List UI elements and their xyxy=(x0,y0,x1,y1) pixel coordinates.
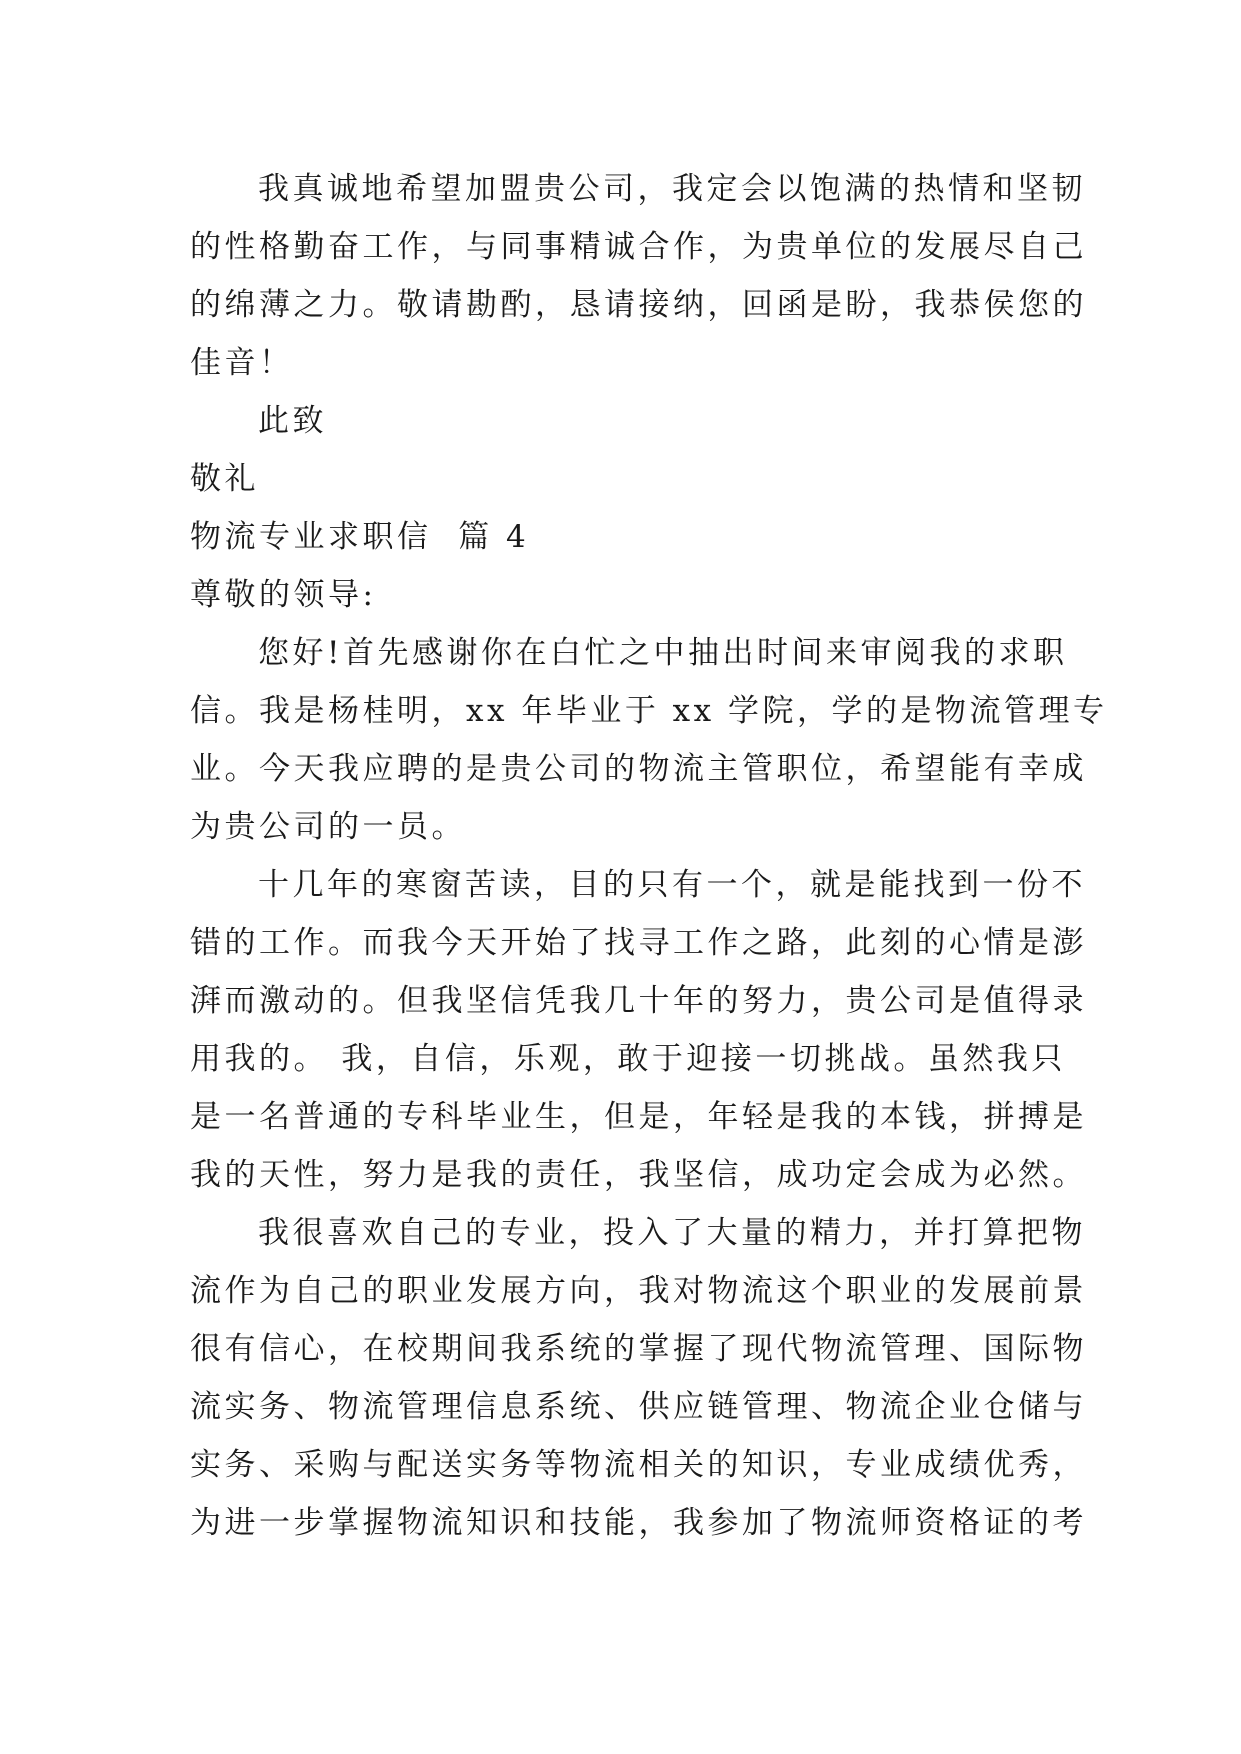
greeting xyxy=(190,566,1060,624)
text-line: 流作为自己的职业发展方向，我对物流这个职业的发展前景 xyxy=(190,1273,1087,1309)
text-line: 用我的。 我，自信，乐观，敢于迎接一切挑战。虽然我只 xyxy=(190,1041,1066,1077)
text-line: 我真诚地希望加盟贵公司，我定会以饱满的热情和坚韧 xyxy=(258,171,1086,207)
letter-body xyxy=(190,160,1108,1552)
text-line: 为贵公司的一员。 xyxy=(190,809,466,845)
text-line: 实务、采购与配送实务等物流相关的知识，专业成绩优秀， xyxy=(190,1447,1087,1483)
text-line: 的绵薄之力。敬请勘酌，恳请接纳，回函是盼，我恭侯您的 xyxy=(190,287,1087,323)
text-line: 十几年的寒窗苦读，目的只有一个，就是能找到一份不 xyxy=(258,867,1086,903)
text-line: 的性格勤奋工作，与同事精诚合作，为贵单位的发展尽自己 xyxy=(190,229,1087,265)
paragraph-motivation xyxy=(190,856,1087,1204)
text-line: 我的天性，努力是我的责任，我坚信，成功定会成为必然。 xyxy=(190,1157,1087,1193)
text-line: 信。我是杨桂明，xx 年毕业于 xx 学院，学的是物流管理专 xyxy=(190,693,1108,729)
salute-phrase xyxy=(190,450,1060,508)
section-heading xyxy=(190,508,1060,566)
text-line: 很有信心，在校期间我系统的掌握了现代物流管理、国际物 xyxy=(190,1331,1087,1367)
text-line: 为进一步掌握物流知识和技能，我参加了物流师资格证的考 xyxy=(190,1505,1087,1541)
paragraph-introduction xyxy=(190,624,1108,856)
paragraph-qualifications xyxy=(190,1204,1087,1552)
closing-text: 此致 xyxy=(258,403,327,439)
text-line: 流实务、物流管理信息系统、供应链管理、物流企业仓储与 xyxy=(190,1389,1087,1425)
text-line: 是一名普通的专科毕业生，但是，年轻是我的本钱，拼搏是 xyxy=(190,1099,1087,1135)
text-line: 您好!首先感谢你在白忙之中抽出时间来审阅我的求职 xyxy=(258,635,1068,671)
salute-text: 敬礼 xyxy=(190,461,259,497)
heading-text: 物流专业求职信 篇 4 xyxy=(190,519,530,555)
paragraph-closing-wish xyxy=(190,160,1087,392)
closing-phrase xyxy=(190,392,1060,450)
text-line: 湃而激动的。但我坚信凭我几十年的努力，贵公司是值得录 xyxy=(190,983,1087,1019)
text-line: 错的工作。而我今天开始了找寻工作之路，此刻的心情是澎 xyxy=(190,925,1087,961)
text-line: 佳音！ xyxy=(190,345,294,381)
text-line: 业。今天我应聘的是贵公司的物流主管职位，希望能有幸成 xyxy=(190,751,1087,787)
greeting-text: 尊敬的领导: xyxy=(190,577,377,613)
text-line: 我很喜欢自己的专业，投入了大量的精力，并打算把物 xyxy=(258,1215,1086,1251)
